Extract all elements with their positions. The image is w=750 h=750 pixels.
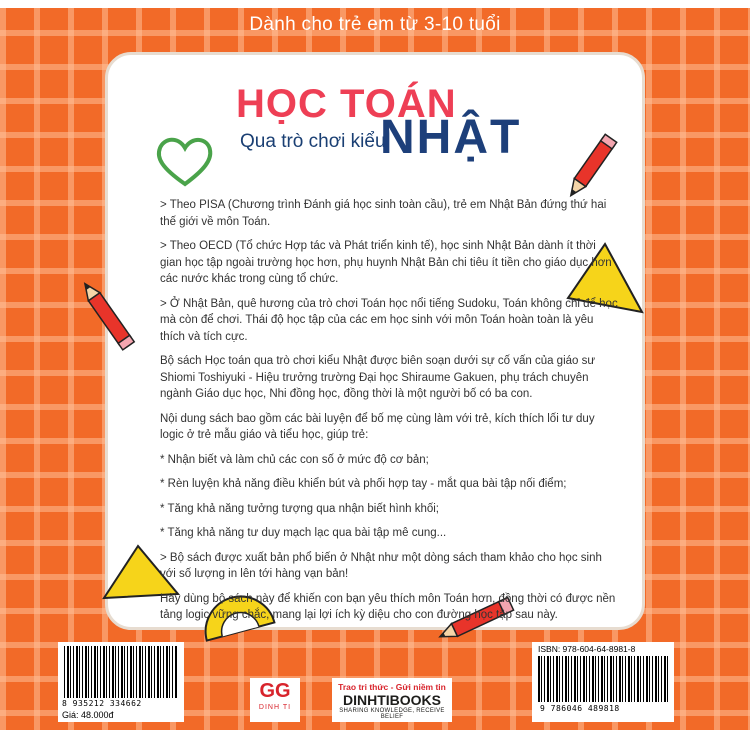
barcode-left: [58, 642, 184, 722]
paragraph: > Ở Nhật Bản, quê hương của trò chơi Toán học nổi tiếng Sudoku, Toán không chỉ để học mà còn để chơi. Thái độ học tập của các em học sinh với môn Toán hoàn toàn là yêu thích và tích cực.: [160, 297, 618, 343]
publisher-slogan: SHARING KNOWLEDGE, RECEIVE BELIEF: [339, 708, 445, 720]
publisher-logo-gg: [250, 678, 300, 722]
paragraph: Bộ sách Học toán qua trò chơi kiểu Nhật được biên soạn dưới sự cố vấn của giáo sư Shiomi Toshiyuki - Hiệu trưởng trường Đại học Shiraume Gakuen, phụ trách chuyên ngành Giáo dục học, Nhi đồng học, đồng thời là một người bố có ba con.: [160, 355, 596, 400]
isbn-label: ISBN: 978-604-64-8981-8: [538, 644, 636, 654]
paragraph: Nội dung sách bao gồm các bài luyện để bố mẹ cùng làm với trẻ, kích thích lối tư duy logic ở trẻ mẫu giáo và tiểu học, giúp trẻ:: [160, 412, 595, 441]
barcode-right: [532, 642, 674, 722]
description-text: [160, 197, 620, 632]
publisher-logo-dinhti: [332, 678, 452, 722]
pencil-icon: [74, 278, 144, 358]
bottom-border: [0, 730, 750, 750]
logo-mark: GG: [259, 680, 291, 702]
publisher-tagline: Trao tri thức - Gửi niềm tin: [338, 682, 446, 692]
age-range-text: Dành cho trẻ em từ 3-10 tuổi: [249, 14, 501, 35]
title-nhat: NHẬT: [380, 111, 522, 164]
paragraph: > Bộ sách được xuất bản phổ biến ở Nhật như một dòng sách tham khảo cho học sinh với số lượng in lên tới hàng vạn bản!: [160, 551, 602, 580]
bullet-item: * Rèn luyện khả năng điều khiển bút và phối hợp tay - mắt qua bài tập nối điểm;: [160, 478, 567, 490]
barcode-bars: [64, 646, 178, 698]
subtitle: Qua trò chơi kiểu: [240, 131, 386, 152]
title-hoc-toan: HỌC TOÁN: [236, 82, 457, 126]
logo-subtext: DINH TI: [258, 704, 292, 711]
bullet-item: * Tăng khả năng tư duy mạch lạc qua bài tập mê cung...: [160, 527, 447, 539]
paragraph: > Theo OECD (Tổ chức Hợp tác và Phát triển kinh tế), học sinh Nhật Bản dành ít thời gian học tập ngoài trường học hơn, phụ huynh Nhật Bản chi tiêu ít tiền cho giáo dục hơn các nước khác trong cùng tổ chức.: [160, 240, 612, 285]
paragraph: Hãy dùng bộ sách này để khiến con bạn yêu thích môn Toán hơn, đồng thời có được nền tảng logic vững chắc, mang lại lợi ích kỳ diệu cho con đường học tập sau này.: [160, 592, 616, 621]
barcode-bars: [538, 656, 668, 702]
barcode-number: 8 935212 334662: [62, 699, 142, 708]
top-border: [0, 0, 750, 8]
barcode-number: 9 786046 489818: [540, 704, 620, 713]
publisher-name: DINHTIBOOKS: [343, 692, 441, 708]
bullet-item: * Nhận biết và làm chủ các con số ở mức độ cơ bản;: [160, 453, 429, 466]
price-label: Giá: 48.000đ: [62, 710, 114, 720]
heart-outline-icon: [152, 128, 218, 192]
bullet-item: * Tăng khả năng tưởng tượng qua nhận biết hình khối;: [160, 502, 439, 515]
paragraph: > Theo PISA (Chương trình Đánh giá học sinh toàn cầu), trẻ em Nhật Bản đứng thứ hai thế giới về môn Toán.: [160, 199, 607, 228]
